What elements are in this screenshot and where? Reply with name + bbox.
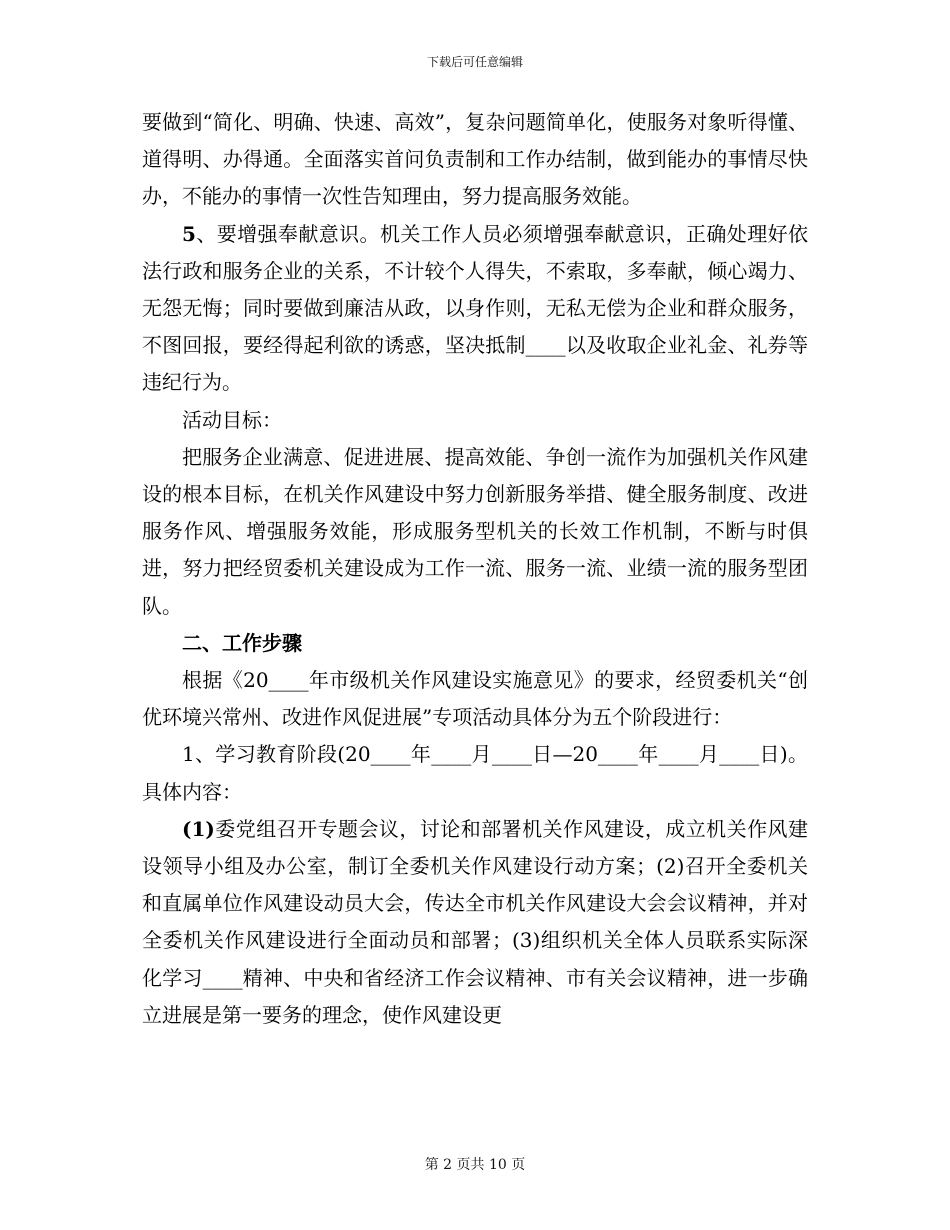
paragraph-stage-1: 1、学习教育阶段(20____年____月____日—20____年____月____日)。具体内容： [142,742,808,804]
page-header: 下载后可任意编辑 [426,55,523,69]
paragraph-item-5 [142,216,808,402]
activity-goal-label: 活动目标： [182,407,282,432]
paragraph-basis: 根据《20____年市级机关作风建设实施意见》的要求，经贸委机关“创优环境兴常州、改进作风促进展”专项活动具体分为五个阶段进行： [142,668,808,730]
page-footer: 第 2 页共 10 页 [424,1157,526,1173]
item-number: (1) [182,816,215,841]
section-heading: 二、工作步骤 [182,630,302,655]
item-text: 委党组召开专题会议，讨论和部署机关作风建设，成立机关作风建设领导小组及办公室，制订全委机关作风建设行动方案；(2)召开全委机关和直属单位作风建设动员大会，传达全市机关作风建设大会会议精神，并对全委机关作风建设进行全面动员和部署；(3)组织机关全体人员联系实际深化学习____精神、中央和省经济工作会议精神、市有关会议精神，进一步确立进展是第一要务的理念，使作风建设更 [142,816,808,1027]
item-text: 、要增强奉献意识。机关工作人员必须增强奉献意识，正确处理好依法行政和服务企业的关系，不计较个人得失，不索取，多奉献，倾心竭力、无怨无悔；同时要做到廉洁从政，以身作则，无私无偿为企业和群众服务，不图回报，要经得起利欲的诱惑，坚决抵制____以及收取企业礼金、礼券等违纪行为。 [142,221,808,395]
activity-goal-paragraph: 把服务企业满意、促进进展、提高效能、争创一流作为加强机关作风建设的根本目标，在机关作风建设中努力创新服务举措、健全服务制度、改进服务作风、增强服务效能，形成服务型机关的长效工作机制，不断与时俱进，努力把经贸委机关建设成为工作一流、服务一流、业绩一流的服务型团队。 [142,444,808,618]
paragraph-continuation: 要做到“简化、明确、快速、高效”，复杂问题简单化，使服务对象听得懂、道得明、办得通。全面落实首问负责制和工作办结制，做到能办的事情尽快办，不能办的事情一次性告知理由，努力提高服务效能。 [142,110,808,209]
document-body [142,104,808,1034]
paragraph-stage-1-details [142,811,808,1034]
item-number: 5 [182,221,196,246]
